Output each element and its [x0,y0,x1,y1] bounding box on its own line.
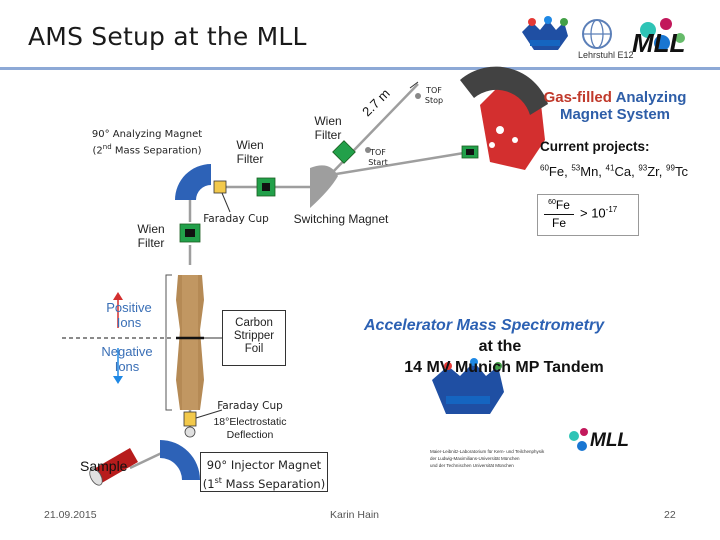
wien-filter-top-label: Wien Filter [236,138,264,166]
isotope-item: $^{93}$Zr, [638,164,663,180]
electrostatic-label: 18°Electrostatic Deflection [213,416,287,441]
tandem-accelerator [176,275,204,410]
wien-filter-tof [333,141,356,164]
mll-logo-text: MLL [632,28,686,58]
tof-stop-label: TOF Stop [424,86,444,105]
headline-line2: at the [478,338,522,355]
injector-magnet-box: 90° Injector Magnet (1st Mass Separation) [200,452,328,492]
positive-ions-label: Positive Ions [106,300,152,330]
isotope-list [540,164,688,179]
gas-filled-title: Gas-filled Analyzing Magnet System [543,89,687,123]
isotope-item: $^{41}$Ca, [605,164,635,180]
ratio-numerator: $^{60}$Fe [548,198,570,212]
wien-filter-mid-label: Wien Filter [314,114,342,142]
switching-magnet [310,165,338,208]
current-projects-heading: Current projects: [540,139,650,154]
faraday-cup-top-label: Faraday Cup [203,213,269,225]
small-logo-caption: Maier-Leibnitz-Laboratorium für Kern- und Teilchenphysik der Ludwig-Maximilians-Universität München und der Technischen Universität München [430,449,545,468]
tof-start-label: TOF Start [368,148,388,167]
faraday-cup-bottom-label: Faraday Cup [217,400,283,412]
faraday-cup-top [214,181,226,193]
carbon-stripper-box: Carbon Stripper Foil [222,310,286,366]
headline-line3: 14 MV Munich MP Tandem [404,359,604,376]
isotope-item: $^{53}$Mn, [571,164,602,180]
ratio-denominator: Fe [551,216,566,230]
footer-date: 21.09.2015 [44,509,97,521]
isotope-item: $^{99}$Tc [666,164,688,180]
distance-label: 2.7 m [359,85,393,120]
footer-author: Karin Hain [330,509,380,521]
wien-filter-left-label: Wien Filter [137,222,165,250]
analyzing-magnet-label: 90° Analyzing Magnet (2nd Mass Separation) [91,129,203,157]
faraday-cup-bottom [184,412,196,426]
lehrstuhl-label: Lehrstuhl E12 [578,50,634,60]
switching-magnet-label: Switching Magnet [293,212,389,226]
footer-page: 22 [664,509,676,521]
negative-ions-label: Negative Ions [101,344,153,374]
ratio-limit: > $10^{-17}$ [580,205,618,221]
small-mll-logo-text: MLL [590,430,630,451]
headline-line1: Accelerator Mass Spectrometry [364,317,605,334]
ratio-box [537,194,639,236]
isotope-item: $^{60}$Fe, [540,164,568,180]
page-title: AMS Setup at the MLL [28,22,307,51]
analyzing-magnet [175,164,211,200]
sample-label: Sample [80,458,128,474]
injector-magnet [160,440,200,480]
